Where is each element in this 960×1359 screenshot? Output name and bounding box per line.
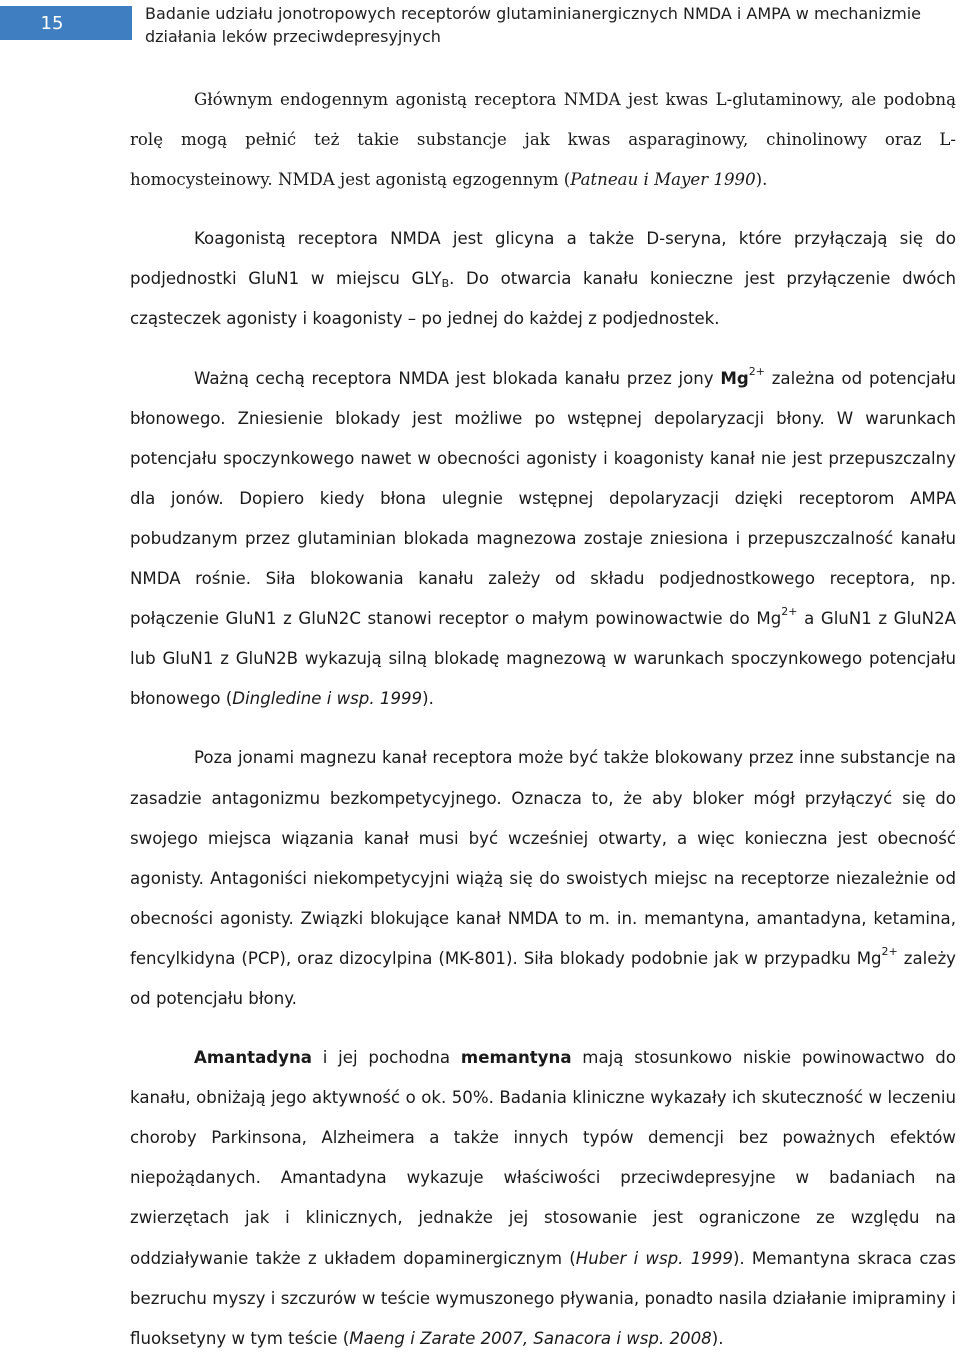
- subscript: B: [441, 277, 450, 291]
- page-header: [0, 0, 960, 48]
- ion-charge: 2+: [748, 364, 765, 378]
- page-number: 15: [0, 6, 132, 40]
- paragraph-text: i jej pochodna: [311, 1048, 461, 1068]
- paragraph-text: Poza jonami magnezu kanał receptora może być także blokowany przez inne substancje na zasadzie antagonizmu bezkompetycyjnego. Oznacza to, że aby bloker mógł przyłączyć się do swojego miejsca wiązania kanał musi być wcześniej otwarty, a więc konieczna jest obecność agonisty. Antagoniści niekompetycyjni wiążą się do swoistych miejsc na receptorze niezależnie od obecności agonisty. Związki blokujące kanał NMDA to m. in. memantyna, amantadyna, ketamina, fencylkidyna (PCP), oraz dizocylpina (MK-801). Siła blokady podobnie jak w przypadku Mg: [130, 748, 956, 968]
- paragraph-uncompetitive-antagonism: [130, 738, 956, 1019]
- paragraph-text: ).: [422, 689, 434, 709]
- ion-charge: 2+: [781, 605, 798, 619]
- paragraph-text: ). Memantyna skraca czas bezruchu myszy i szczurów w teście wymuszonego pływania, ponadto nasila działanie imipraminy i fluoksetyny w tym teście (: [130, 1248, 956, 1348]
- document-body: [130, 80, 956, 1359]
- citation: Dingledine i wsp. 1999: [232, 689, 423, 709]
- paragraph-text: ).: [755, 170, 768, 190]
- paragraph-coagonists: [130, 219, 956, 339]
- drug-name: memantyna: [460, 1048, 572, 1068]
- paragraph-text: Ważną cechą receptora NMDA jest blokada kanału przez jony: [194, 368, 721, 388]
- paragraph-amantadine-memantine: [130, 1038, 956, 1359]
- ion-charge: 2+: [881, 944, 898, 958]
- paragraph-nmda-agonists: [130, 80, 956, 200]
- paragraph-text: ).: [711, 1328, 724, 1348]
- citation: Patneau i Mayer 1990: [570, 170, 756, 190]
- paragraph-text: Głównym endogennym agonistą receptora NMDA jest kwas L-glutaminowy, ale podobną rolę mogą pełnić też takie substancje jak kwas asparaginowy, chinolinowy oraz L-homocysteinowy. NMDA jest agonistą egzogennym (: [130, 90, 956, 190]
- paragraph-text: Koagonistą receptora NMDA jest glicyna a także D-seryna, które przyłączają się do podjednostki GluN1 w miejscu GLY: [130, 229, 956, 289]
- citation: Maeng i Zarate 2007, Sanacora i wsp. 2008: [349, 1328, 712, 1348]
- paragraph-text: mają stosunkowo niskie powinowactwo do kanału, obniżają jego aktywność o ok. 50%. Badania kliniczne wykazały ich skuteczność w leczeniu choroby Parkinsona, Alzheimera a także innych typów demencji bez poważnych efektów niepożądanych. Amantadyna wykazuje właściwości przeciwdepresyjne w badaniach na zwierzętach jak i klinicznych, jednakże jej stosowanie jest ograniczone ze względu na oddziaływanie także z układem dopaminergicznym (: [130, 1048, 956, 1268]
- magnesium-symbol: Mg: [720, 368, 749, 388]
- paragraph-text: zależna od potencjału błonowego. Zniesienie blokady jest możliwe po wstępnej depolaryzacji błony. W warunkach potencjału spoczynkowego nawet w obecności agonisty i koagonisty kanał nie jest przepuszczalny dla jonów. Dopiero kiedy błona ulegnie wstępnej depolaryzacji dzięki receptorom AMPA pobudzanym przez glutaminian blokada magnezowa zostaje zniesiona i przepuszczalność kanału NMDA rośnie. Siła blokowania kanału zależy od składu podjednostkowego receptora, np. połączenie GluN1 z GluN2C stanowi receptor o małym powinowactwie do Mg: [130, 368, 956, 629]
- citation: Huber i wsp. 1999: [575, 1248, 733, 1268]
- running-title: Badanie udziału jonotropowych receptorów glutaminianergicznych NMDA i AMPA w mechanizmie działania leków przeciwdepresyjnych: [145, 4, 922, 46]
- paragraph-magnesium-block: [130, 359, 956, 720]
- drug-name: Amantadyna: [194, 1048, 312, 1068]
- paragraph-text: a GluN1 z GluN2A lub GluN1 z GluN2B wykazują silną blokadę magnezową w warunkach spoczynkowego potencjału błonowego (: [130, 609, 956, 709]
- paragraph-text: . Do otwarcia kanału konieczne jest przyłączenie dwóch cząsteczek agonisty i koagonisty – po jednej do każdej z podjednostek.: [130, 269, 957, 329]
- paragraph-text: zależy od potencjału błony.: [130, 948, 956, 1008]
